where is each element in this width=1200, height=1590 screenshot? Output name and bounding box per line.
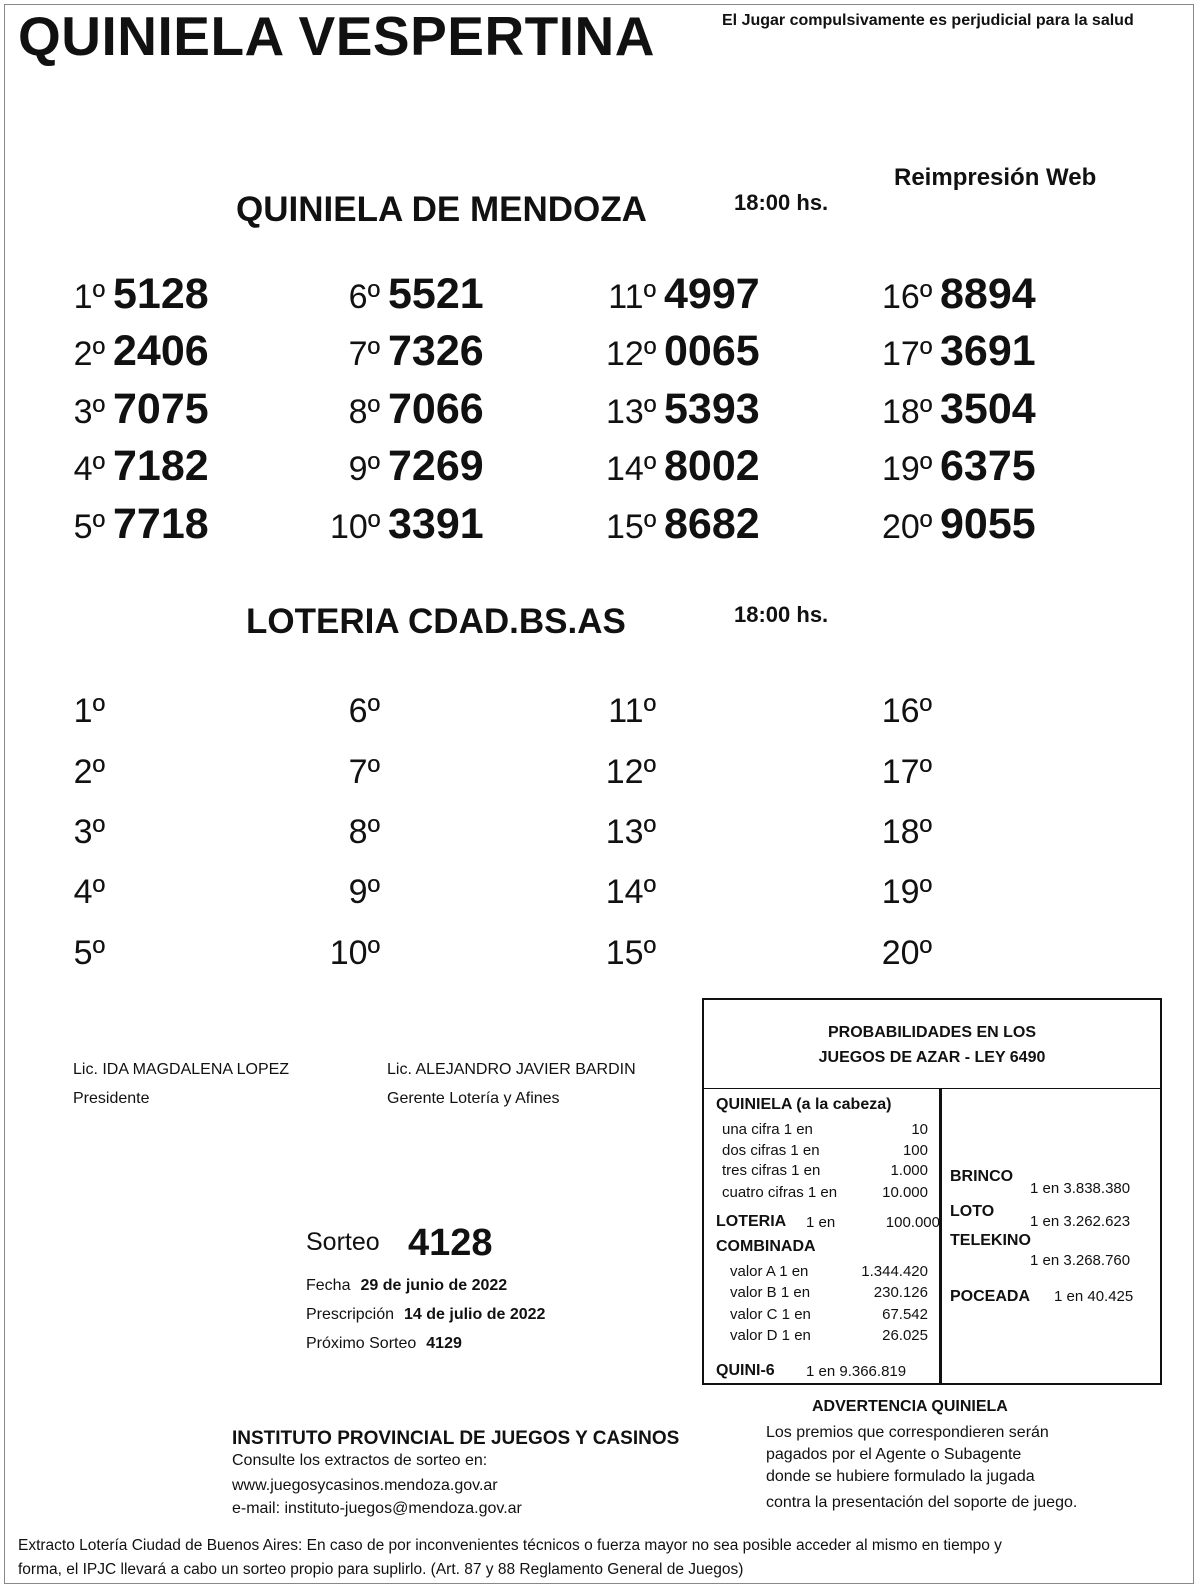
result-number: 2406 <box>113 327 209 375</box>
prescripcion-value: 14 de julio de 2022 <box>404 1306 546 1323</box>
mendoza-result <box>882 442 1036 491</box>
loteria-position: 16º <box>881 692 932 730</box>
result-number: 7066 <box>388 385 484 433</box>
result-number: 9055 <box>940 500 1036 548</box>
advertencia-line: donde se hubiere formulado la jugada <box>766 1468 1035 1485</box>
result-number: 8894 <box>940 270 1036 318</box>
combinada-prob-title: COMBINADA <box>716 1238 816 1255</box>
mendoza-result <box>882 385 1036 434</box>
loteria-position: 13º <box>605 813 656 851</box>
combinada-prob-label: valor D 1 en <box>730 1327 811 1344</box>
telekino-prob-value: 1 en 3.268.760 <box>1030 1252 1131 1269</box>
result-position: 2º <box>73 335 105 373</box>
signature-right-role: Gerente Lotería y Afines <box>387 1090 560 1107</box>
sorteo-label: Sorteo <box>306 1228 380 1256</box>
institute-consult: Consulte los extractos de sorteo en: <box>232 1452 488 1469</box>
result-position: 5º <box>73 508 105 546</box>
result-number: 3504 <box>940 385 1036 433</box>
loteria-position: 18º <box>881 813 932 851</box>
sorteo-number: 4128 <box>408 1222 493 1264</box>
telekino-prob-label: TELEKINO <box>950 1232 1031 1249</box>
footer-line2: forma, el IPJC llevará a cabo un sorteo propio para suplirlo. (Art. 87 y 88 Reglamento General de Juegos) <box>18 1561 744 1578</box>
signature-right-name: Lic. ALEJANDRO JAVIER BARDIN <box>387 1061 636 1078</box>
result-number: 5128 <box>113 270 209 318</box>
quiniela-prob-label: tres cifras 1 en <box>722 1162 821 1179</box>
poceada-prob-label: POCEADA <box>950 1288 1031 1305</box>
advertencia-line: Los premios que correspondieren serán <box>766 1424 1049 1441</box>
mendoza-result <box>330 385 484 434</box>
quini6-prob-value: 1 en 9.366.819 <box>806 1363 907 1380</box>
probabilities-left-column <box>704 1088 942 1385</box>
footer-line1: Extracto Lotería Ciudad de Buenos Aires: En caso de por inconvenientes técnicos o fuerza mayor no sea posible acceder al mismo en tiempo y <box>18 1537 1002 1554</box>
combinada-prob-value: 1.344.420 <box>861 1263 928 1280</box>
mendoza-result <box>330 442 484 491</box>
quiniela-prob-label: cuatro cifras 1 en <box>722 1184 838 1201</box>
mendoza-draw-time: 18:00 hs. <box>734 190 829 215</box>
loteria-position: 9º <box>348 873 380 911</box>
result-position: 9º <box>348 450 380 488</box>
loteria-position: 6º <box>348 692 380 730</box>
mendoza-result <box>606 270 760 319</box>
prescripcion-row <box>306 1306 545 1324</box>
result-number: 7075 <box>113 385 209 433</box>
result-number: 8002 <box>664 442 760 490</box>
mendoza-result <box>882 500 1036 549</box>
mendoza-result <box>55 500 209 549</box>
quiniela-prob-label: una cifra 1 en <box>722 1121 813 1138</box>
result-number: 3391 <box>388 500 484 548</box>
mendoza-result <box>606 442 760 491</box>
result-position: 16º <box>882 278 933 316</box>
probabilities-title-line1: PROBABILIDADES EN LOS <box>827 1024 1036 1041</box>
loto-prob-value: 1 en 3.262.623 <box>1030 1213 1131 1230</box>
result-number: 7269 <box>388 442 484 490</box>
brinco-prob-label: BRINCO <box>950 1168 1014 1185</box>
loto-prob-label: LOTO <box>950 1203 995 1220</box>
combinada-prob-value: 230.126 <box>873 1284 928 1301</box>
fecha-label: Fecha <box>306 1277 351 1294</box>
mendoza-section-title: QUINIELA DE MENDOZA <box>236 190 647 229</box>
result-position: 7º <box>348 335 380 373</box>
mendoza-result <box>606 327 760 376</box>
quini6-prob-label: QUINI-6 <box>716 1362 775 1379</box>
result-position: 3º <box>73 393 105 431</box>
result-number: 5521 <box>388 270 484 318</box>
result-position: 17º <box>882 335 933 373</box>
combinada-prob-label: valor A 1 en <box>730 1263 809 1280</box>
loteria-position: 14º <box>605 873 656 911</box>
loteria-prob-mid: 1 en <box>806 1214 836 1231</box>
result-number: 6375 <box>940 442 1036 490</box>
prescripcion-label: Prescripción <box>306 1306 395 1323</box>
quiniela-prob-value: 10 <box>911 1121 928 1138</box>
mendoza-result <box>330 500 484 549</box>
health-warning: El Jugar compulsivamente es perjudicial para la salud <box>722 12 1134 29</box>
result-position: 15º <box>606 508 657 546</box>
mendoza-result <box>606 500 760 549</box>
fecha-value: 29 de junio de 2022 <box>360 1277 508 1294</box>
loteria-position: 5º <box>73 934 105 972</box>
signature-left-role: Presidente <box>73 1090 150 1107</box>
result-number: 5393 <box>664 385 760 433</box>
result-number: 0065 <box>664 327 760 375</box>
result-number: 7718 <box>113 500 209 548</box>
mendoza-result <box>330 270 484 319</box>
result-number: 7182 <box>113 442 209 490</box>
loteria-position: 1º <box>73 692 105 730</box>
loteria-position: 2º <box>73 753 105 791</box>
result-position: 1º <box>73 278 105 316</box>
loteria-position: 11º <box>608 692 656 730</box>
signature-left-name: Lic. IDA MAGDALENA LOPEZ <box>73 1061 290 1078</box>
result-number: 8682 <box>664 500 760 548</box>
quiniela-prob-value: 10.000 <box>882 1184 928 1201</box>
result-position: 10º <box>330 508 381 546</box>
mendoza-result <box>882 270 1036 319</box>
mendoza-result <box>330 327 484 376</box>
poceada-prob-value: 1 en 40.425 <box>1054 1288 1134 1305</box>
loteria-draw-time: 18:00 hs. <box>734 602 829 627</box>
page-title: QUINIELA VESPERTINA <box>18 5 655 67</box>
proximo-label: Próximo Sorteo <box>306 1335 417 1352</box>
fecha-row <box>306 1277 507 1295</box>
quiniela-prob-label: dos cifras 1 en <box>722 1142 820 1159</box>
proximo-row <box>306 1335 462 1353</box>
proximo-value: 4129 <box>426 1335 462 1352</box>
combinada-prob-value: 26.025 <box>882 1327 928 1344</box>
loteria-position: 10º <box>329 934 380 972</box>
result-position: 13º <box>606 393 657 431</box>
loteria-position: 4º <box>73 873 105 911</box>
advertencia-title: ADVERTENCIA QUINIELA <box>812 1398 1008 1415</box>
probabilities-title-line2: JUEGOS DE AZAR - LEY 6490 <box>818 1049 1046 1066</box>
result-number: 4997 <box>664 270 760 318</box>
mendoza-result <box>882 327 1036 376</box>
advertencia-line: pagados por el Agente o Subagente <box>766 1446 1022 1463</box>
loteria-position: 17º <box>881 753 932 791</box>
loteria-position: 7º <box>348 753 380 791</box>
brinco-prob-value: 1 en 3.838.380 <box>1030 1180 1131 1197</box>
institute-name: INSTITUTO PROVINCIAL DE JUEGOS Y CASINOS <box>232 1428 680 1449</box>
result-position: 8º <box>348 393 380 431</box>
result-position: 4º <box>73 450 105 488</box>
institute-email-link[interactable]: e-mail: instituto-juegos@mendoza.gov.ar <box>232 1500 522 1517</box>
result-position: 18º <box>882 393 933 431</box>
combinada-prob-label: valor C 1 en <box>730 1306 811 1323</box>
mendoza-result <box>55 442 209 491</box>
combinada-prob-value: 67.542 <box>882 1306 928 1323</box>
quiniela-prob-value: 1.000 <box>890 1162 928 1179</box>
mendoza-result <box>55 385 209 434</box>
probabilities-header <box>704 1000 1160 1089</box>
loteria-position: 15º <box>605 934 656 972</box>
result-position: 6º <box>348 278 380 316</box>
probabilities-box <box>702 998 1162 1385</box>
loteria-prob-label: LOTERIA <box>716 1213 787 1230</box>
result-position: 11º <box>608 278 656 316</box>
quiniela-prob-title: QUINIELA (a la cabeza) <box>716 1096 892 1113</box>
loteria-position: 12º <box>605 753 656 791</box>
result-position: 14º <box>606 450 657 488</box>
mendoza-result <box>55 270 209 319</box>
loteria-position: 19º <box>881 873 932 911</box>
institute-website-link[interactable]: www.juegosycasinos.mendoza.gov.ar <box>232 1477 498 1494</box>
result-position: 19º <box>882 450 933 488</box>
reprint-label: Reimpresión Web <box>894 164 1097 191</box>
quiniela-prob-value: 100 <box>902 1142 928 1159</box>
loteria-section-title: LOTERIA CDAD.BS.AS <box>246 602 626 641</box>
mendoza-result <box>606 385 760 434</box>
loteria-position: 3º <box>73 813 105 851</box>
loteria-position: 20º <box>881 934 932 972</box>
loteria-position: 8º <box>348 813 380 851</box>
result-number: 3691 <box>940 327 1036 375</box>
result-number: 7326 <box>388 327 484 375</box>
advertencia-line: contra la presentación del soporte de juego. <box>766 1494 1078 1511</box>
mendoza-result <box>55 327 209 376</box>
result-position: 20º <box>882 508 933 546</box>
combinada-prob-label: valor B 1 en <box>730 1284 811 1301</box>
result-position: 12º <box>606 335 657 373</box>
loteria-prob-value: 100.000 <box>885 1214 940 1231</box>
